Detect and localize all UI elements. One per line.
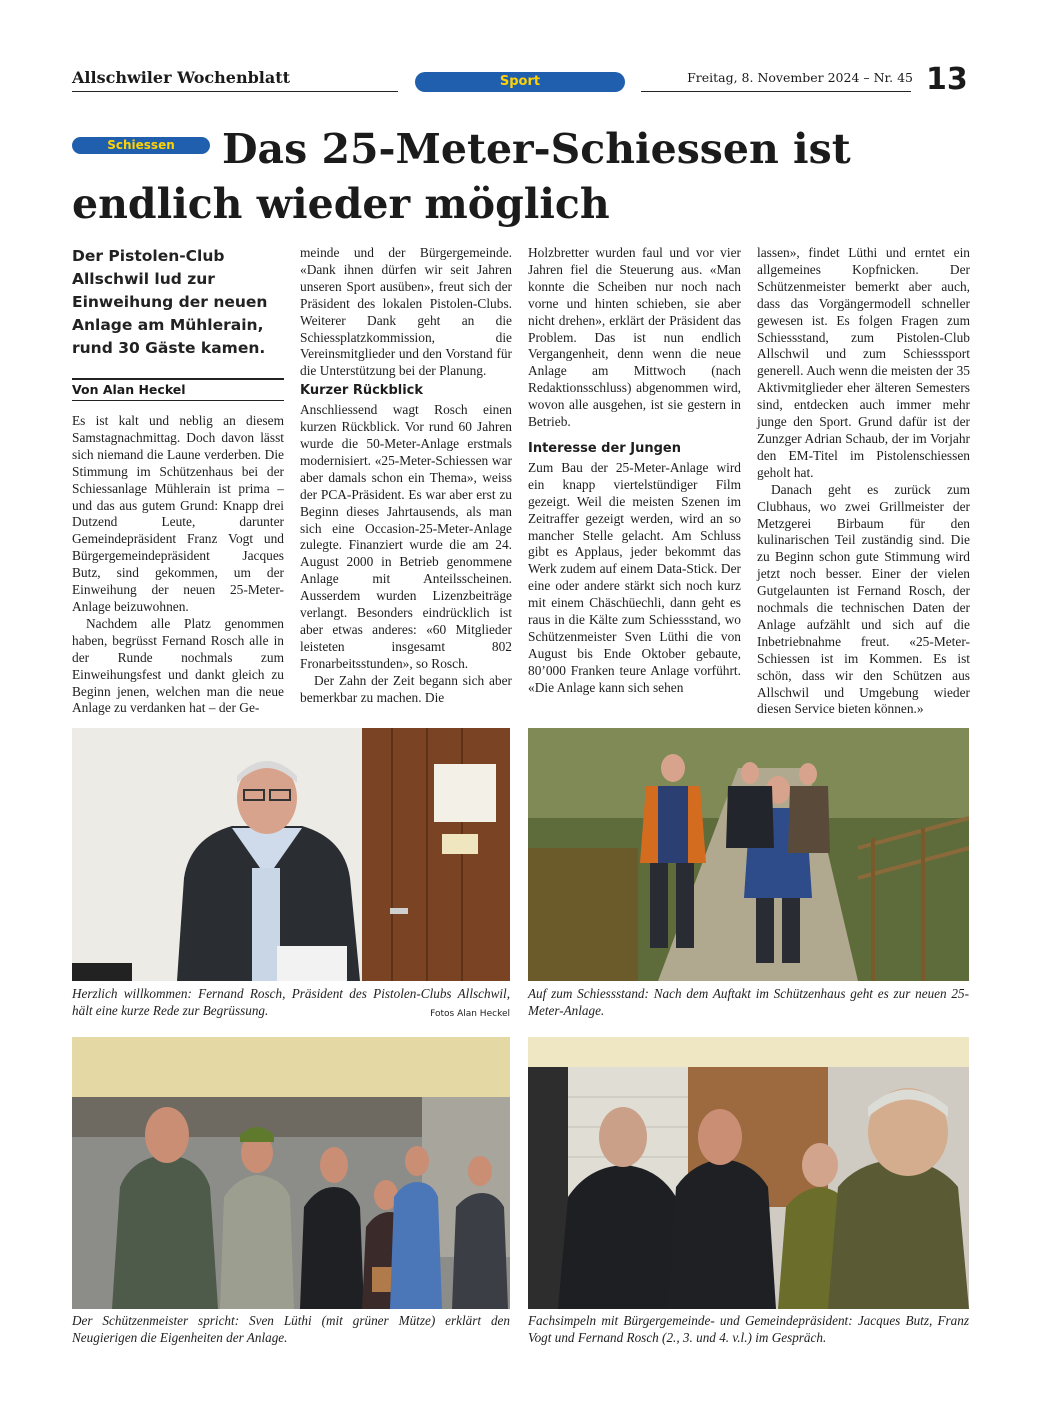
caption-text: Herzlich willkommen: Fernand Rosch, Präsident des Pistolen-Clubs Allschwil, hält eine kurze Rede zur Begrüssung. <box>72 986 510 1018</box>
header-rule-left <box>72 91 398 92</box>
body-column-3 <box>528 245 741 697</box>
subheading: Kurzer Rückblick <box>300 383 424 399</box>
section-label: Sport <box>415 72 625 92</box>
caption-photo-3: Der Schützenmeister spricht: Sven Lüthi (mit grüner Mütze) erklärt den Neugierigen die Eigenheiten der Anlage. <box>72 1313 510 1345</box>
caption-photo-1 <box>72 986 510 1022</box>
paragraph: Zum Bau der 25-Meter-Anlage wird ein knapp viertelstündiger Film gezeigt. Weil die meisten Szenen im Zeitraffer gezeigt werden, wird an so mancher Stelle gelacht. Am Schluss gibt es Applaus, jeder bekommt das Werk zudem auf einem Data-Stick. Der eine oder andere stärkt sich noch kurz mit einem Chäschüechli, dann geht es raus in die Kälte zum Schiessstand, wo Schützenmeister Sven Lüthi die von August bis Ende Oktober gebaute, 80’000 Franken teure Anlage vorführt. «Die Anlage kann sich sehen <box>528 459 741 695</box>
photo-speaker <box>72 728 510 981</box>
publication-name: Allschwiler Wochenblatt <box>72 68 290 87</box>
photo-path-image <box>528 728 969 981</box>
photo-conversation-image <box>528 1037 969 1309</box>
photo-group-image <box>72 1037 510 1309</box>
paragraph: lassen», findet Lüthi und erntet ein allgemeines Kopfnicken. Der Schützenmeister bemerkt aber auch, dass das Vorgängermodell schneller gewesen ist. Es folgen Fragen zum Schiessstand, zum Pistolen-Club Allschwil und zum Schiesssport generell. Auch wenn die meisten der 35 Aktivmitglieder eher älteren Semesters sind, entdecken auch immer mehr junge den Sport. Grund dafür ist der Zunzger Adrian Schaub, der im Vorjahr den EM-Titel im Pistolenschiessen geholt hat. <box>757 245 970 480</box>
photo-group <box>72 1037 510 1309</box>
paragraph: Danach geht es zurück zum Clubhaus, wo zwei Grillmeister der Metzgerei Birbaum für den kulinarischen Teil zuständig sind. Die zu Beginn schon gute Stimmung wird jetzt noch besser. Einer der vielen Gutgelaunten ist Fernand Rosch, der nochmals die technischen Daten der Anlage aufzählt und sich auf die Inbetriebnahme freut. «25-Meter-Schiessen ist im Kommen. Es ist schön, dass wir den Schützen aus Allschwil und Umgebung wieder diesen Service bieten können.» <box>757 481 970 717</box>
paragraph: Holzbretter wurden faul und vor vier Jahren fiel die Steuerung aus. «Man konnte die Scheiben nur noch nach vorne und hinten schieben, sie aber nicht drehen», erklärt der Präsident das Problem. Das ist nun endlich Vergangenheit, denn wenn die neue Anlage am Mittwoch (nach Redaktionsschluss) abgenommen wird, wovon alle ausgehen, ist sie gestern in Betrieb. <box>528 245 741 430</box>
paragraph: Es ist kalt und neblig an diesem Samstagnachmittag. Doch davon lässt sich niemand die Laune verderben. Die Stimmung im Schützenhaus bei der Schiessanlage Mühlerain ist prima – und das aus gutem Grund: Knapp drei Dutzend Leute, darunter Gemeindepräsident Franz Vogt und Bürgergemeindepräsident Jacques Butz, sind gekommen, um der Einweihung der neuen 25-Meter-Anlage beizuwohnen. <box>72 413 284 614</box>
headline: Das 25-Meter-Schiessen ist endlich wieder möglich <box>72 125 851 228</box>
photo-path <box>528 728 969 981</box>
page-number: 13 <box>926 62 968 97</box>
issue-date: Freitag, 8. November 2024 – Nr. 45 <box>687 70 913 85</box>
photo-speaker-image <box>72 728 510 981</box>
photo-conversation <box>528 1037 969 1309</box>
photo-credit: Fotos Alan Heckel <box>430 1008 510 1019</box>
paragraph: meinde und der Bürgergemeinde. «Dank ihnen dürfen wir seit Jahren unseren Sport ausüben», freut sich der Präsident des lokalen Pistolen-Clubs. Weiterer Dank geht an die Schiessplatzkommission, die Vereinsmitglieder und den Vorstand für die Unterstützung bei der Planung. <box>300 245 512 379</box>
kicker-badge: Schiessen <box>72 137 210 154</box>
body-column-2 <box>300 245 512 706</box>
caption-photo-2: Auf zum Schiessstand: Nach dem Auftakt im Schützenhaus geht es zur neuen 25-Meter-Anlage. <box>528 986 969 1018</box>
paragraph: Anschliessend wagt Rosch einen kurzen Rückblick. Vor rund 60 Jahren wurde die 50-Meter-Anlage erstmals modernisiert. «25-Meter-Schiessen war aber damals schon ein Thema», weiss der PCA-Präsident. Es war aber erst zu Beginn dieses Jahrtausends, als man sich eine Occasion-25-Meter-Anlage zulegte. Finanziert wurde die am 24. August 2000 in Betrieb genommene Anlage mit Anteilsscheinen. Ausserdem wurden Lizenzbeiträge verlangt. Besonders eindrücklich ist aber etwas anderes: «60 Mitglieder leisteten insgesamt 802 Fronarbeitsstunden», so Rosch. <box>300 402 512 671</box>
body-column-1 <box>72 413 284 717</box>
author-byline: Von Alan Heckel <box>72 378 284 401</box>
paragraph: Nachdem alle Platz genommen haben, begrüsst Fernand Rosch alle in der Runde nochmals zum Einweihungsfest und dankt gleich zu Beginn jenen, welchen man die neue Anlage zu verdanken hat – der Ge- <box>72 615 284 716</box>
caption-photo-4: Fachsimpeln mit Bürgergemeinde- und Gemeindepräsident: Jacques Butz, Franz Vogt und Fernand Rosch (2., 3. und 4. v.l.) im Gespräch. <box>528 1313 969 1345</box>
body-column-4 <box>757 245 970 718</box>
paragraph: Der Zahn der Zeit begann sich aber bemerkbar zu machen. Die <box>300 672 512 705</box>
subheading: Interesse der Jungen <box>528 440 681 456</box>
header-rule-right <box>641 91 911 92</box>
lead-text: Der Pistolen-Club Allschwil lud zur Einweihung der neuen Anlage am Mühlerain, rund 30 Gäste kamen. <box>72 247 268 357</box>
